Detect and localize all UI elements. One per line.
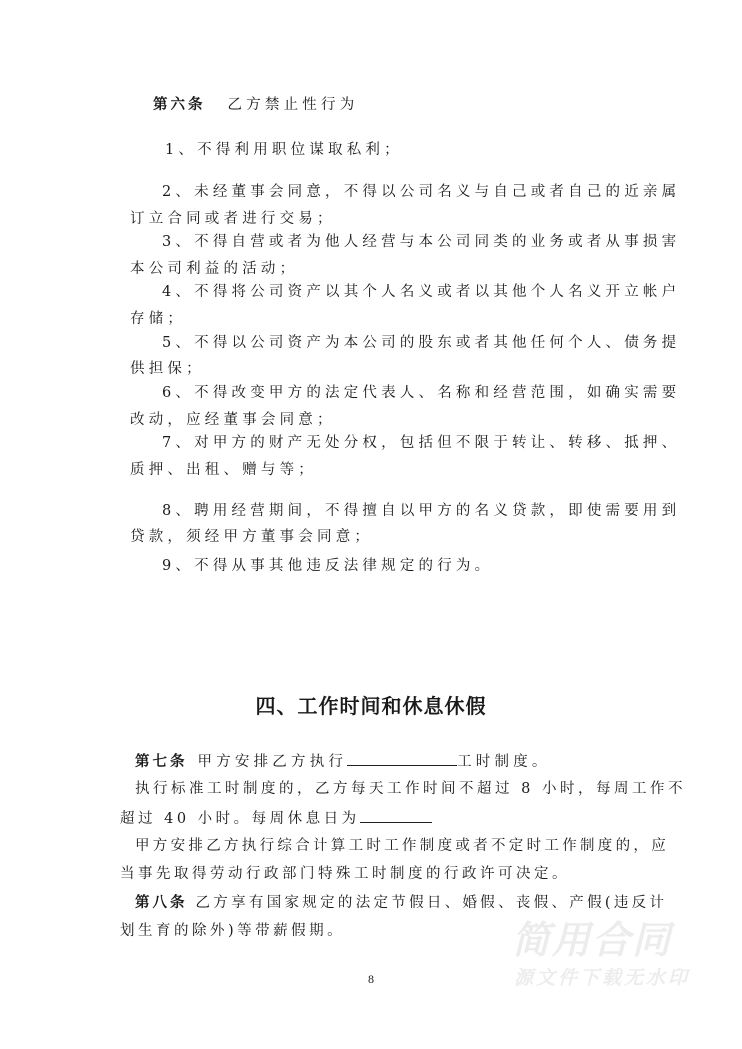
fill-in-blank-work-hour-system[interactable] xyxy=(347,751,457,766)
article-6-label: 第六条 xyxy=(153,97,206,113)
fill-in-blank-rest-day[interactable] xyxy=(360,808,432,823)
list-item-continuation: 订立合同或者进行交易； xyxy=(130,211,336,227)
article-8-label: 第八条 xyxy=(135,895,188,911)
article-6-header xyxy=(153,95,358,115)
page-number: 8 xyxy=(368,972,374,986)
article-7-line-1 xyxy=(135,751,551,772)
article-7-para3-line2: 当事先取得劳动行政部门特殊工时制度的行政许可决定。 xyxy=(120,866,570,882)
list-item: 1、不得利用职位谋取私利； xyxy=(165,142,403,158)
article-7-para2-line2 xyxy=(120,808,432,829)
article-7-para3-line1: 甲方安排乙方执行综合计算工时工作制度或者不定时工作制度的，应 xyxy=(135,838,669,854)
article-6-title: 乙方禁止性行为 xyxy=(227,97,359,113)
list-item-continuation: 供担保； xyxy=(130,361,205,377)
article-8-line-2: 划生育的除外)等带薪假期。 xyxy=(120,923,346,939)
list-item: 3、不得自营或者为他人经营与本公司同类的业务或者从事损害 xyxy=(162,234,681,250)
list-item-continuation: 质押、出租、赠与等； xyxy=(130,462,317,478)
list-item: 6、不得改变甲方的法定代表人、名称和经营范围，如确实需要 xyxy=(162,385,681,401)
article-8-line-1 xyxy=(135,893,667,913)
list-item-continuation: 存储； xyxy=(130,311,187,327)
watermark-main: 简用合同 xyxy=(512,918,673,962)
list-item: 8、聘用经营期间，不得擅自以甲方的名义贷款，即使需要用到 xyxy=(162,503,681,519)
list-item-continuation: 改动，应经董事会同意； xyxy=(130,412,336,428)
list-item-continuation: 本公司利益的活动； xyxy=(130,261,299,277)
article-7-para2-text: 超过 40 小时。每周休息日为 xyxy=(120,811,360,827)
section-heading: 四、工作时间和休息休假 xyxy=(255,694,487,718)
list-item: 4、不得将公司资产以其个人名义或者以其他个人名义开立帐户 xyxy=(162,284,681,300)
list-item: 2、未经董事会同意，不得以公司名义与自己或者自己的近亲属 xyxy=(162,184,681,200)
article-8-text: 乙方享有国家规定的法定节假日、婚假、丧假、产假(违反计 xyxy=(195,895,668,911)
list-item: 9、不得从事其他违反法律规定的行为。 xyxy=(162,558,494,574)
article-7-text-end: 工时制度。 xyxy=(457,754,551,770)
list-item: 5、不得以公司资产为本公司的股东或者其他任何个人、债务提 xyxy=(162,335,681,351)
article-7-text: 甲方安排乙方执行 xyxy=(197,754,348,770)
watermark-sub: 源文件下载无水印 xyxy=(514,967,691,989)
article-7-para2-line1: 执行标准工时制度的，乙方每天工作时间不超过 8 小时，每周工作不 xyxy=(135,781,686,797)
list-item: 7、对甲方的财产无处分权，包括但不限于转让、转移、抵押、 xyxy=(162,435,681,451)
article-7-label: 第七条 xyxy=(135,754,188,770)
list-item-continuation: 贷款，须经甲方董事会同意； xyxy=(130,529,374,545)
